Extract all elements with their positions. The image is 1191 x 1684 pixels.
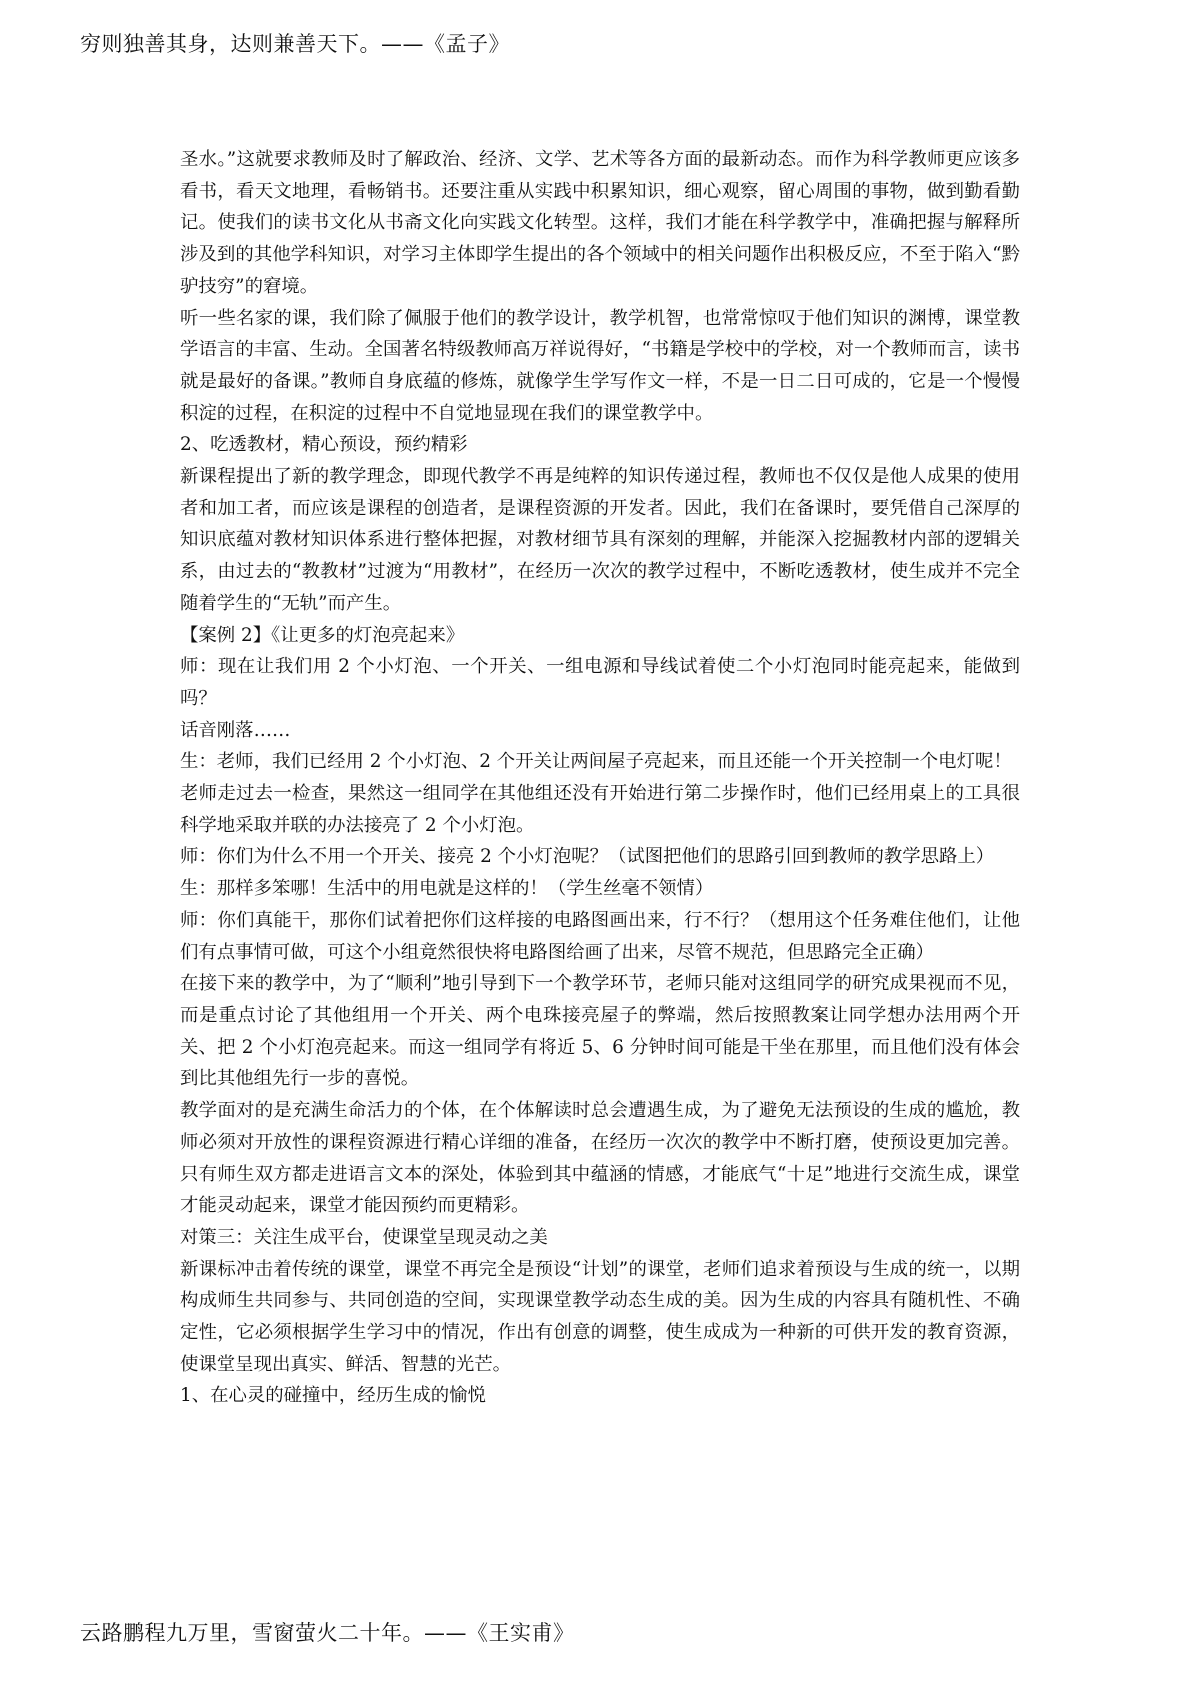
paragraph: 新课程提出了新的教学理念，即现代教学不再是纯粹的知识传递过程，教师也不仅仅是他人成果的使用者和加工者，而应该是课程的创造者，是课程资源的开发者。因此，我们在备课时，要凭借自己深厚的知识底蕴对教材知识体系进行整体把握，对教材细节具有深刻的理解，并能深入挖掘教材内部的逻辑关系，由过去的“教教材”过渡为“用教材”，在经历一次次的教学过程中，不断吃透教材，使生成并不完全随着学生的“无轨”而产生。 <box>180 466 1020 614</box>
section-heading: 2、吃透教材，精心预设，预约精彩 <box>180 434 468 456</box>
paragraph: 在接下来的教学中，为了“顺利”地引导到下一个教学环节，老师只能对这组同学的研究成果视而不见，而是重点讨论了其他组用一个开关、两个电珠接亮屋子的弊端，然后按照教案让同学想办法用两个开关、把 2 个小灯泡亮起来。而这一组同学有将近 5、6 分钟时间可能是干坐在那里，而且他们没有体会到比其他组先行一步的喜悦。 <box>180 973 1020 1090</box>
paragraph: 新课标冲击着传统的课堂，课堂不再完全是预设“计划”的课堂，老师们追求着预设与生成的统一，以期构成师生共同参与、共同创造的空间，实现课堂教学动态生成的美。因为生成的内容具有随机性、不确定性，它必须根据学生学习中的情况，作出有创意的调整，使生成成为一种新的可供开发的教育资源，使课堂呈现出真实、鲜活、智慧的光芒。 <box>180 1258 1020 1375</box>
dialogue-line: 师：你们真能干，那你们试着把你们这样接的电路图画出来，行不行？（想用这个任务难住他们，让他们有点事情可做，可这个小组竟然很快将电路图给画了出来，尽管不规范，但思路完全正确） <box>180 909 1020 963</box>
section-heading: 对策三：关注生成平台，使课堂呈现灵动之美 <box>180 1226 548 1248</box>
case-title: 【案例 2】《让更多的灯泡亮起来》 <box>180 624 465 646</box>
dialogue-line: 师：你们为什么不用一个开关、接亮 2 个小灯泡呢？（试图把他们的思路引回到教师的教学思路上） <box>180 846 995 868</box>
section-heading: 1、在心灵的碰撞中，经历生成的愉悦 <box>180 1385 486 1407</box>
dialogue-line: 生：老师，我们已经用 2 个小灯泡、2 个开关让两间屋子亮起来，而且还能一个开关控制一个电灯呢！ <box>180 751 1012 773</box>
dialogue-line: 话音刚落…… <box>180 719 291 741</box>
paragraph: 听一些名家的课，我们除了佩服于他们的教学设计，教学机智，也常常惊叹于他们知识的渊博，课堂教学语言的丰富、生动。全国著名特级教师高万祥说得好，“书籍是学校中的学校，对一个教师而言，读书就是最好的备课。”教师自身底蕴的修炼，就像学生学写作文一样，不是一日二日可成的，它是一个慢慢积淀的过程，在积淀的过程中不自觉地显现在我们的课堂教学中。 <box>180 307 1020 424</box>
dialogue-line: 师：现在让我们用 2 个小灯泡、一个开关、一组电源和导线试着使二个小灯泡同时能亮起来，能做到吗？ <box>180 656 1020 709</box>
footer-quote: 云路鹏程九万里，雪窗萤火二十年。——《王实甫》 <box>80 1621 575 1645</box>
header-quote: 穷则独善其身，达则兼善天下。——《孟子》 <box>80 32 510 56</box>
paragraph: 圣水。”这就要求教师及时了解政治、经济、文学、艺术等各方面的最新动态。而作为科学教师更应该多看书，看天文地理，看畅销书。还要注重从实践中积累知识，细心观察，留心周围的事物，做到勤看勤记。使我们的读书文化从书斋文化向实践文化转型。这样，我们才能在科学教学中，准确把握与解释所涉及到的其他学科知识，对学习主体即学生提出的各个领域中的相关问题作出积极反应，不至于陷入“黔驴技穷”的窘境。 <box>180 149 1020 297</box>
document-body <box>180 144 1020 1412</box>
paragraph: 教学面对的是充满生命活力的个体，在个体解读时总会遭遇生成，为了避免无法预设的生成的尴尬，教师必须对开放性的课程资源进行精心详细的准备，在经历一次次的教学中不断打磨，使预设更加完善。只有师生双方都走进语言文本的深处，体验到其中蕴涵的情感，才能底气“十足”地进行交流生成，课堂才能灵动起来，课堂才能因预约而更精彩。 <box>180 1100 1020 1217</box>
dialogue-line: 生：那样多笨哪！生活中的用电就是这样的！（学生丝毫不领情） <box>180 878 714 900</box>
paragraph: 老师走过去一检查，果然这一组同学在其他组还没有开始进行第二步操作时，他们已经用桌上的工具很科学地采取并联的办法接亮了 2 个小灯泡。 <box>180 783 1020 836</box>
